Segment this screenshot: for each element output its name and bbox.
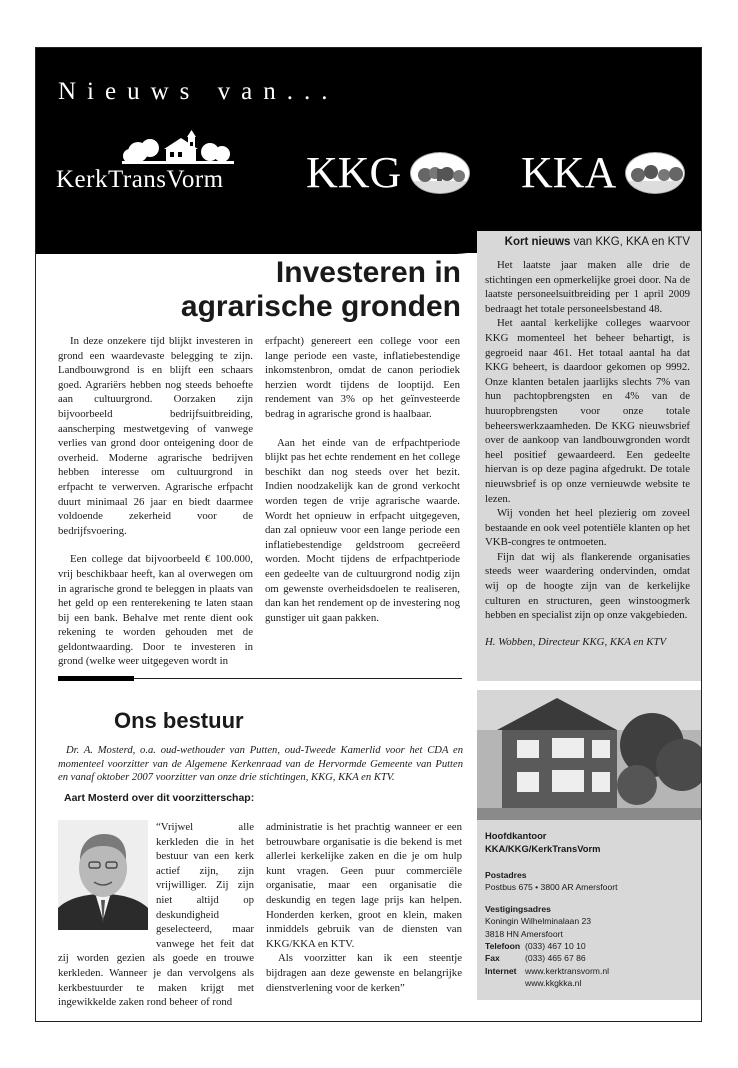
logo-kerktransvorm [56, 130, 256, 200]
street-value: Koningin Wilhelminalaan 23 [485, 916, 592, 927]
website-link-kkgkka[interactable]: www.kkgkka.nl [525, 978, 582, 989]
series-title: Nieuws van... [58, 78, 339, 105]
article-body [58, 334, 460, 669]
fax-row: Fax (033) 465 67 86 [485, 953, 586, 964]
address-heading-orgs: KKA/KKG/KerkTransVorm [485, 842, 601, 854]
bestuur-quote-paragraph: Als voorzitter kan ik een steentje bijdragen aan deze gewenste en belangrijke dienstverlening voor de kerken” [266, 952, 462, 994]
telefoon-row: Telefoon (033) 467 10 10 [485, 941, 586, 952]
landscape-oval-icon [625, 152, 685, 194]
sidebar-signature: H. Wobben, Directeur KKG, KKA en KTV [485, 635, 667, 648]
office-building-photo [477, 690, 702, 820]
postadres-value: Postbus 675 • 3800 AR Amersfoort [485, 882, 618, 893]
sidebar-paragraph: Het laatste jaar maken alle drie de stichtingen een opmerkelijke groei door. Na de laatste personeelsuitbreiding per 1 april 2009 bedraagt het totale personeelsbestand 48. [485, 259, 690, 315]
internet-row: Internet www.kerktransvorm.nl [485, 965, 610, 976]
vestigingsadres-label: Vestigingsadres [485, 903, 551, 914]
logo-kkg-text: KKG [306, 148, 402, 197]
article-column-1 [58, 334, 253, 669]
article-paragraph: In deze onzekere tijd blijkt investeren in grond een waardevaste belegging te zijn. Landbouwgrond is en blijft een schaars goed. Agrariërs hebben nog steeds behoefte aan cultuurgrond. Oorzaken zijn bijvoorbeeld bedrijfsuitbreiding, aanscherping mestwetgeving of vanwege verlies van grond door onteigening door de overheid. Moderne agrarische bedrijven hebben interesse om cultuurgrond in erfpacht te verwerven. Agrarische erfpacht duurt minimaal 26 jaar en biedt daarmee voldoende zekerheid voor de bedrijfsvoering. [58, 335, 253, 537]
logo-kka [521, 148, 701, 198]
logo-kkg [306, 148, 476, 198]
newsletter-page [35, 47, 702, 1022]
sidebar-paragraph: Wij vonden het heel plezierig om zoveel bestaande en ook veel potentiële klanten op het VKB-congres te ontmoeten. [485, 507, 690, 549]
bestuur-intro: Dr. A. Mosterd, o.a. oud-wethouder van Putten, oud-Tweede Kamerlid voor het CDA en momenteel voorzitter van de Algemene Kerkenraad van de Hervormde Gemeente van Putten en vanaf oktober 2007 voorzitter van onze drie stichtingen, KKG, KKA en KTV. [58, 745, 463, 784]
sidebar-paragraph: Het aantal kerkelijke colleges waarvoor KKG momenteel het beheer behartigt, is gegroeid naar 461. Het totaal aantal ha dat KKG beheert, is daardoor gekomen op 9992. Onze klanten betalen jaarlijks slechts 7% van hun pachtopbrengsten en 4% van de huuropbrengsten voor onze totale beheerswerkzaamheden. De KKG nieuwsbrief over de aankoop van landbouwgronden wordt heel positief gewaardeerd. Een gedeelte hiervan is op deze pagina afgedrukt. De totale nieuwsbrief is op onze vernieuwde website te lezen. [485, 317, 690, 505]
logo-kerktransvorm-text: KerkTransVorm [56, 166, 224, 193]
bestuur-title: Ons bestuur [114, 708, 244, 733]
bestuur-quote-start: “Vrijwel alle kerkleden die in het bestuur van een kerk actief zijn, zijn vrijwilliger. Zij zijn niet altijd op deskundigheid geselecteerd, maar vanwege het feit dat zij worden gezien als goede en trouwe kerkleden. Wanneer je dan vervolgens als kerkbestuurder te maken krijgt met ingewikkelde zaken rond beheer of rond [58, 821, 254, 1009]
internet-row-2 [485, 977, 695, 989]
bestuur-quote-paragraph: administratie is het prachtig wanneer er een betrouwbare organisatie is die bekend is met allerlei kerkelijke zaken en die je om hulp kunt vragen. Geen puur commerciële organisatie, maar een organisatie die deskundig en tegen lage prijs kan helpen. Honderden kerken, groot en klein, maken inmiddels gebruik van de diensten van KKG/KKA en KTV. [266, 821, 462, 950]
logo-kka-text: KKA [521, 148, 617, 197]
sidebar-title: Kort nieuws van KKG, KKA en KTV [504, 236, 690, 248]
bestuur-subtitle: Aart Mosterd over dit voorzitterschap: [64, 792, 255, 804]
landscape-oval-icon [410, 152, 470, 194]
bestuur-column-2 [266, 820, 462, 995]
address-heading: Hoofdkantoor [485, 830, 547, 841]
article-paragraph: Een college dat bijvoorbeeld € 100.000, vrij beschikbaar heeft, kan al overwegen om in agrarische grond te beleggen in plaats van het geld op een renterekening te laten staan bij een bank. Behalve met rente dient ook rekening te worden gehouden met de geldontwaarding. Door te investeren in grond (welke weer uitgegeven wordt in [58, 553, 253, 668]
address-box [477, 820, 702, 1000]
article-paragraph: Aan het einde van de erfpachtperiode blijkt pas het echte rendement en het college beschikt dan nog steeds over het bezit. Indien noodzakelijk kan de grond verkocht worden tegen de vrije agrarische waarde. Wordt het opnieuw in erfpacht uitgegeven, dan zal opnieuw voor een lange periode een inflatiebestendige geldstroom gecreëerd worden. Mocht tijdens de erfpachtperiode een gedeelte van de cultuurgrond nodig zijn om gewenste overheidsdoelen te realiseren, dan kan het rendement op de investering nog gunstiger uit gaan pakken. [265, 436, 460, 624]
city-value: 3818 HN Amersfoort [485, 928, 563, 939]
church-village-icon [118, 130, 238, 166]
postadres-label: Postadres [485, 870, 527, 880]
article-column-2 [265, 334, 460, 669]
article-paragraph: erfpacht) genereert een college voor een lange periode een vaste, inflatiebestendige inkomstenbron, omdat de canon periodiek herzien wordt tijdens de looptijd. Een rendement van 3% op het geïnvesteerde bedrag in agrarische grond is haalbaar. [265, 335, 460, 420]
sidebar-paragraph: Fijn dat wij als flankerende organisaties steeds weer waardering ondervinden, omdat wij op de hoogte zijn van de kerkelijke culturen en structuren, geen winstoogmerk hebben en specialist zijn op onze vakgebieden. [485, 550, 690, 622]
section-divider-accent [58, 676, 134, 681]
article-headline: Investeren in agrarische gronden [180, 256, 461, 323]
bestuur-column-1 [58, 820, 254, 1010]
website-link-ktv[interactable]: www.kerktransvorm.nl [525, 965, 610, 976]
kort-nieuws-sidebar [477, 231, 702, 681]
